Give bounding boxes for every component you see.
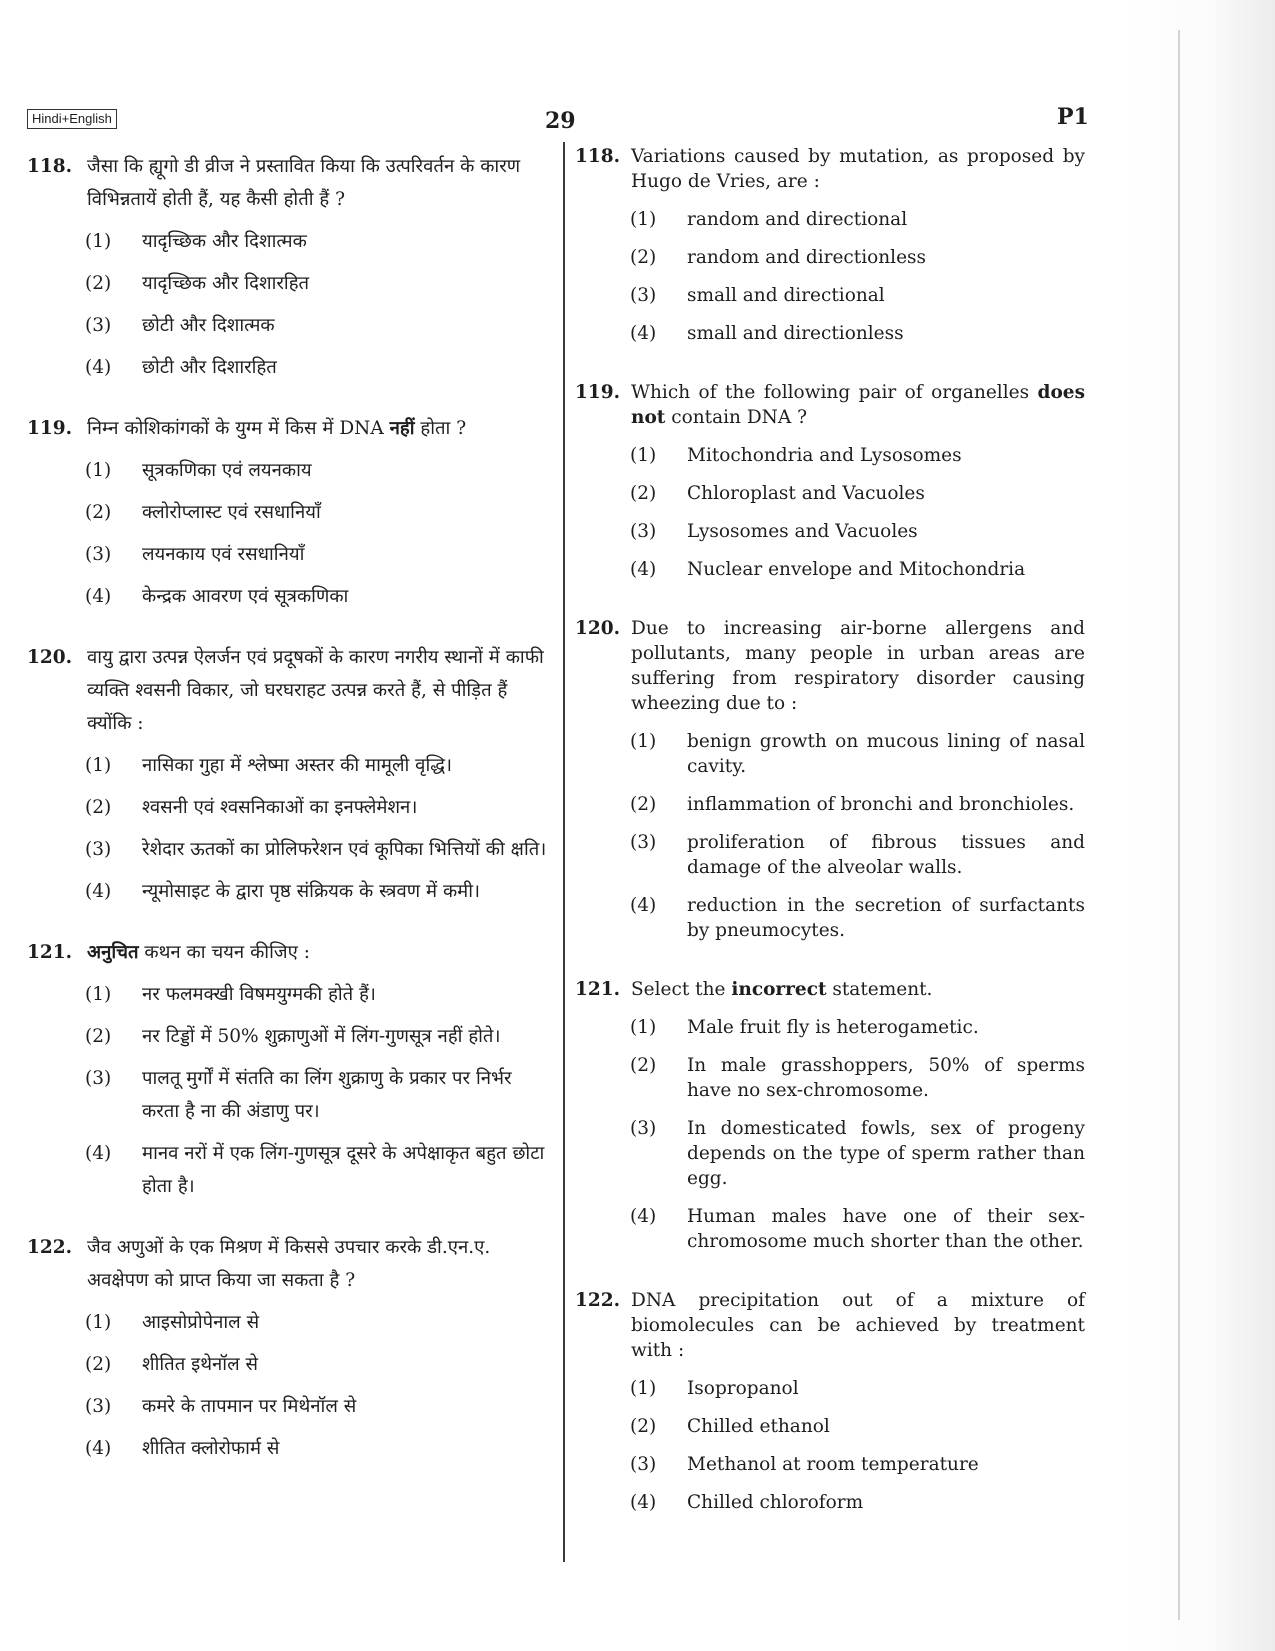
option-2: (2) यादृच्छिक और दिशारहित	[85, 273, 310, 294]
question-number: 122.	[575, 1290, 621, 1311]
option-1: (1) यादृच्छिक और दिशात्मक	[85, 231, 307, 252]
hindi-column	[27, 150, 547, 1465]
question-number: 122.	[27, 1237, 73, 1258]
option-4: (4) Chilled chloroform	[630, 1492, 864, 1513]
page-fold-line	[1178, 30, 1180, 1620]
option-4: (4) Nuclear envelope and Mitochondria	[630, 559, 1026, 580]
options-list	[87, 1306, 547, 1465]
question-text: निम्न कोशिकांगकों के युग्म में किस में DNA नहीं होता ?	[87, 418, 467, 439]
option-4: (4) Human males have one of their sex-chromosome much shorter than the other.	[630, 1206, 1085, 1252]
option-3: (3) छोटी और दिशात्मक	[85, 315, 275, 336]
options-list	[87, 978, 547, 1203]
question-121-english	[575, 977, 1085, 1254]
question-text: Due to increasing air-borne allergens and pollutants, many people in urban areas are suffering from respiratory disorder causing wheezing due to :	[631, 618, 1085, 714]
option-3: (3) पालतू मुर्गों में संतति का लिंग शुक्राणु के प्रकार पर निर्भर करता है ना की अंडाणु पर।	[85, 1068, 512, 1122]
question-number: 119.	[27, 418, 73, 439]
options-list	[87, 749, 547, 908]
question-number: 121.	[27, 942, 73, 963]
option-4: (4) reduction in the secretion of surfactants by pneumocytes.	[630, 895, 1085, 941]
question-119-english	[575, 380, 1085, 582]
question-text: जैसा कि ह्यूगो डी व्रीज ने प्रस्तावित किया कि उत्परिवर्तन के कारण विभिन्नतायें होती हैं, यह कैसी होती हैं ?	[87, 156, 521, 210]
option-4: (4) शीतित क्लोरोफार्म से	[85, 1438, 280, 1459]
question-text: Which of the following pair of organelles does not contain DNA ?	[631, 382, 1085, 428]
question-number: 120.	[27, 647, 73, 668]
option-3: (3) In domesticated fowls, sex of progeny depends on the type of sperm rather than egg.	[630, 1118, 1085, 1189]
option-4: (4) मानव नरों में एक लिंग-गुणसूत्र दूसरे के अपेक्षाकृत बहुत छोटा होता है।	[85, 1143, 545, 1197]
question-122-hindi	[27, 1231, 547, 1465]
option-1: (1) random and directional	[630, 209, 908, 230]
options-list	[87, 225, 547, 384]
option-4: (4) small and directionless	[630, 323, 904, 344]
options-list	[631, 729, 1085, 943]
question-118-english	[575, 144, 1085, 346]
page-number: 29	[545, 108, 576, 134]
option-1: (1) नासिका गुहा में श्लेष्मा अस्तर की मामूली वृद्धि।	[85, 755, 453, 776]
option-3: (3) small and directional	[630, 285, 885, 306]
option-2: (2) क्लोरोप्लास्ट एवं रसधानियाँ	[85, 502, 321, 523]
options-list	[631, 207, 1085, 346]
option-2: (2) श्वसनी एवं श्वसनिकाओं का इनफ्लेमेशन।	[85, 797, 418, 818]
option-3: (3) लयनकाय एवं रसधानियाँ	[85, 544, 305, 565]
question-120-hindi	[27, 641, 547, 908]
column-divider	[563, 142, 565, 1562]
option-3: (3) रेशेदार ऊतकों का प्रोलिफरेशन एवं कूपिका भित्तियों की क्षति।	[85, 839, 547, 860]
question-121-hindi	[27, 936, 547, 1203]
question-text: वायु द्वारा उत्पन्न ऐलर्जन एवं प्रदूषकों के कारण नगरीय स्थानों में काफी व्यक्ति श्वसनी विकार, जो घरघराहट उत्पन्न करते हैं, से पीड़ित हैं क्योंकि :	[87, 647, 544, 734]
option-3: (3) कमरे के तापमान पर मिथेनॉल से	[85, 1396, 357, 1417]
option-1: (1) आइसोप्रोपेनाल से	[85, 1312, 260, 1333]
question-text: अनुचित कथन का चयन कीजिए :	[87, 942, 310, 963]
option-1: (1) सूत्रकणिका एवं लयनकाय	[85, 460, 312, 481]
option-1: (1) Isopropanol	[630, 1378, 799, 1399]
option-1: (1) benign growth on mucous lining of nasal cavity.	[630, 731, 1085, 777]
question-number: 118.	[575, 146, 621, 167]
options-list	[631, 1376, 1085, 1515]
question-119-hindi	[27, 412, 547, 613]
question-number: 120.	[575, 618, 621, 639]
options-list	[87, 454, 547, 613]
question-118-hindi	[27, 150, 547, 384]
option-4: (4) न्यूमोसाइट के द्वारा पृष्ठ संक्रियक के स्त्रवण में कमी।	[85, 881, 481, 902]
question-text: DNA precipitation out of a mixture of biomolecules can be achieved by treatment with :	[631, 1290, 1085, 1361]
option-1: (1) नर फलमक्खी विषमयुग्मकी होते हैं।	[85, 984, 376, 1005]
option-2: (2) random and directionless	[630, 247, 927, 268]
question-number: 121.	[575, 979, 621, 1000]
question-text: जैव अणुओं के एक मिश्रण में किससे उपचार करके डी.एन.ए. अवक्षेपण को प्राप्त किया जा सकता है ?	[87, 1237, 491, 1291]
option-3: (3) Methanol at room temperature	[630, 1454, 979, 1475]
option-4: (4) छोटी और दिशारहित	[85, 357, 277, 378]
option-2: (2) नर टिड्डों में 50% शुक्राणुओं में लिंग-गुणसूत्र नहीं होते।	[85, 1026, 501, 1047]
option-2: (2) Chilled ethanol	[630, 1416, 830, 1437]
options-list	[631, 1015, 1085, 1254]
question-text: Select the incorrect statement.	[631, 979, 933, 1000]
option-2: (2) In male grasshoppers, 50% of sperms have no sex-chromosome.	[630, 1055, 1085, 1101]
question-number: 118.	[27, 156, 73, 177]
option-2: (2) Chloroplast and Vacuoles	[630, 483, 925, 504]
question-text: Variations caused by mutation, as proposed by Hugo de Vries, are :	[631, 146, 1085, 192]
paper-code: P1	[1057, 104, 1089, 130]
question-122-english	[575, 1288, 1085, 1515]
option-4: (4) केन्द्रक आवरण एवं सूत्रकणिका	[85, 586, 349, 607]
option-2: (2) शीतित इथेनॉल से	[85, 1354, 259, 1375]
question-number: 119.	[575, 382, 621, 403]
language-badge: Hindi+English	[27, 109, 117, 129]
page-edge-shadow	[1125, 0, 1275, 1651]
option-1: (1) Mitochondria and Lysosomes	[630, 445, 962, 466]
option-2: (2) inflammation of bronchi and bronchioles.	[630, 794, 1075, 815]
options-list	[631, 443, 1085, 582]
option-1: (1) Male fruit fly is heterogametic.	[630, 1017, 979, 1038]
english-column	[575, 144, 1085, 1515]
question-120-english	[575, 616, 1085, 943]
option-3: (3) proliferation of fibrous tissues and damage of the alveolar walls.	[630, 832, 1085, 878]
option-3: (3) Lysosomes and Vacuoles	[630, 521, 918, 542]
